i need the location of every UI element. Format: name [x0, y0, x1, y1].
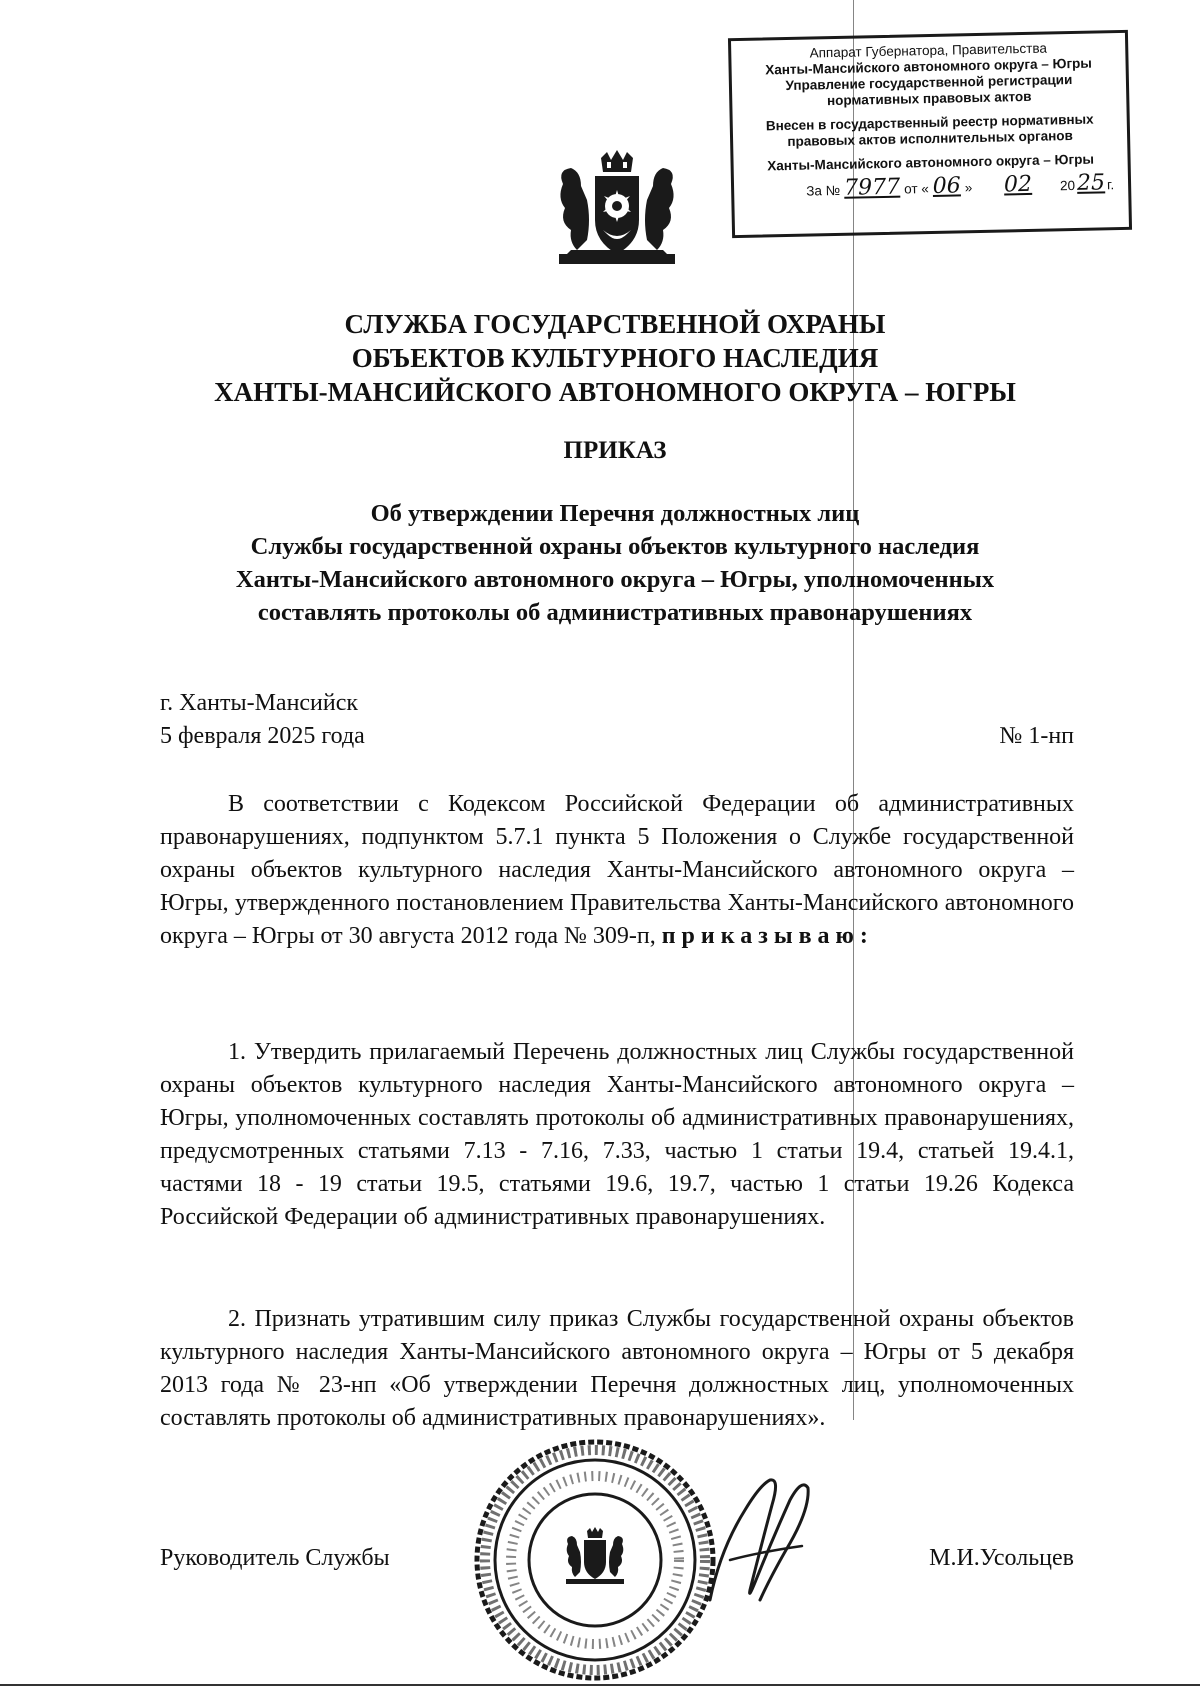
stamp-line: нормативных правовых актов: [826, 88, 1032, 109]
date-sep: »: [964, 180, 973, 196]
year-suffix: г.: [1106, 177, 1115, 193]
coat-of-arms-icon: [551, 150, 683, 270]
handwritten-signature-icon: [690, 1460, 820, 1610]
reg-month: 02: [1003, 171, 1033, 198]
signer-position: Руководитель Службы: [160, 1545, 390, 1571]
scan-bottom-edge: [0, 1684, 1200, 1686]
stamp-line: Ханты-Мансийского автономного округа – Югры: [765, 55, 1093, 78]
organization-line: ОБЪЕКТОВ КУЛЬТУРНОГО НАСЛЕДИЯ: [351, 343, 879, 373]
registration-stamp: [728, 30, 1132, 238]
stamp-line: Аппарат Губернатора, Правительства: [809, 40, 1048, 61]
document-number: № 1-нп: [999, 723, 1074, 749]
subject-line: Ханты-Мансийского автономного округа – Югры, уполномоченных: [235, 566, 995, 593]
reg-number: 7977: [843, 174, 901, 201]
subject-line: Об утверждении Перечня должностных лиц: [370, 500, 860, 527]
stamp-line: Управление государственной регистрации: [785, 72, 1073, 94]
signer-name: М.И.Усольцев: [929, 1545, 1074, 1571]
stamp-line: Внесен в государственный реестр нормативных: [765, 111, 1094, 134]
stamp-line: Ханты-Мансийского автономного округа – Югры: [767, 151, 1095, 174]
official-seal-icon: [470, 1435, 720, 1685]
subject-line: Службы государственной охраны объектов культурного наследия: [250, 533, 980, 560]
reg-year: 25: [1076, 170, 1106, 196]
item-1-paragraph: 1. Утвердить прилагаемый Перечень должностных лиц Службы государственной охраны объектов культурного наследия Ханты-Мансийского автономного округа – Югры, уполномоченных составлять протоколы об административных правонарушениях, предусмотренных статьями 7.13 - 7.16, 7.33, частью 1 статьи 19.4, статьей 19.4.1, частями 18 - 19 статьи 19.5, статьями 19.6, 19.7, частью 1 статьи 19.26 Кодекса Российской Федерации об административных правонарушениях.: [160, 1039, 1074, 1230]
order-word: приказываю:: [661, 923, 874, 949]
stamp-line: правовых актов исполнительных органов: [787, 128, 1073, 149]
subject-line: составлять протоколы об административных правонарушениях: [257, 599, 973, 626]
document-place: г. Ханты-Мансийск: [160, 690, 359, 716]
reg-day: 06: [932, 173, 962, 199]
preamble-text: В соответствии с Кодексом Российской Федерации об административных правонарушениях, подпунктом 5.7.1 пункта 5 Положения о Службе государственной охраны объектов культурного наследия Ханты-Мансийского автономного округа – Югры, утвержденного постановлением Правительства Ханты-Мансийского автономного округа – Югры от 30 августа 2012 года № 309-п,: [160, 791, 1074, 949]
year-prefix: 20: [1059, 177, 1076, 194]
organization-line: СЛУЖБА ГОСУДАРСТВЕННОЙ ОХРАНЫ: [344, 309, 886, 339]
reg-prefix: За №: [806, 182, 841, 199]
document-type: ПРИКАЗ: [563, 437, 667, 464]
date-from: от «: [903, 181, 929, 197]
item-2-paragraph: 2. Признать утратившим силу приказ Службы государственной охраны объектов культурного наследия Ханты-Мансийского автономного округа – Югры от 5 декабря 2013 года № 23-нп «Об утверждении Перечня должностных лиц, уполномоченных составлять протоколы об административных правонарушениях».: [160, 1306, 1074, 1431]
document-subject: [150, 497, 1080, 629]
registration-number-line: [740, 170, 1122, 201]
organization-line: ХАНТЫ-МАНСИЙСКОГО АВТОНОМНОГО ОКРУГА – ЮГРЫ: [214, 377, 1016, 407]
document-date: 5 февраля 2025 года: [160, 723, 365, 749]
organization-name: [150, 307, 1080, 409]
preamble-paragraph: [160, 788, 1074, 953]
